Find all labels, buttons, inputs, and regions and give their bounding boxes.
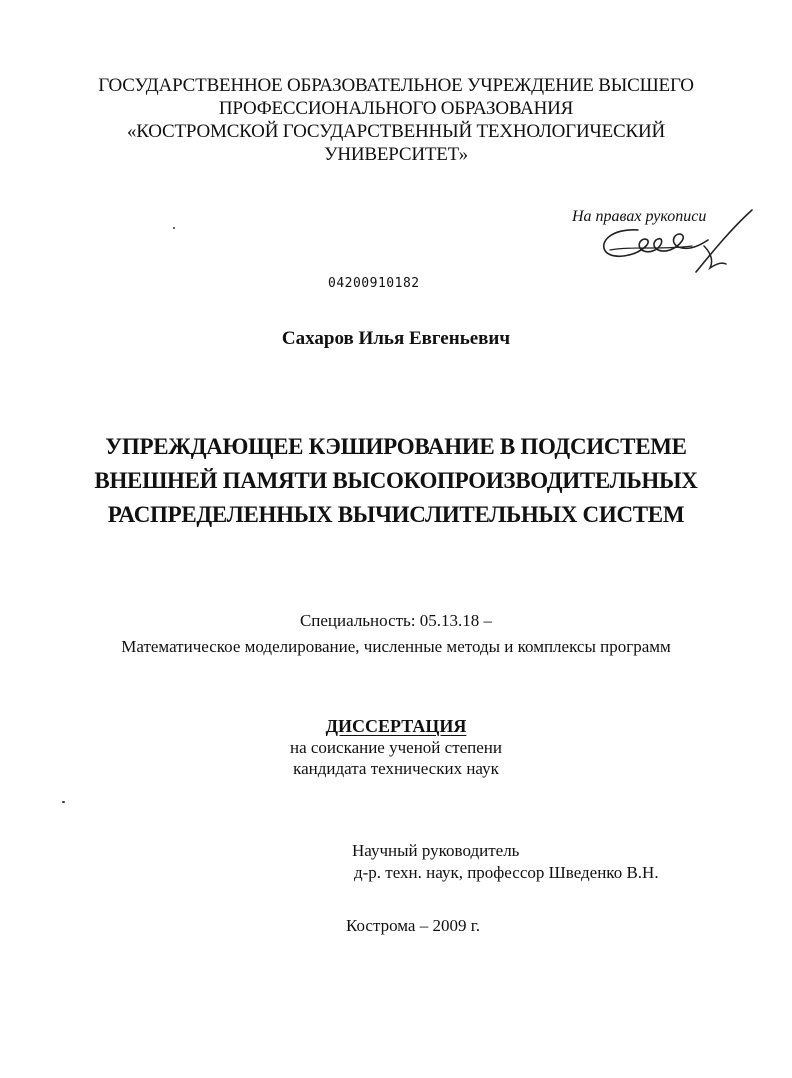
scan-speck — [173, 227, 175, 229]
author-name: Сахаров Илья Евгеньевич — [281, 328, 511, 349]
dissertation-heading: ДИССЕРТАЦИЯ — [325, 716, 467, 736]
institution-line: ПРОФЕССИОНАЛЬНОГО ОБРАЗОВАНИЯ — [218, 98, 574, 119]
specialty-code: Специальность: 05.13.18 – — [299, 611, 493, 630]
institution-line: ГОСУДАРСТВЕННОЕ ОБРАЗОВАТЕЛЬНОЕ УЧРЕЖДЕНИЕ ВЫСШЕГО — [98, 75, 694, 96]
title-line: УПРЕЖДАЮЩЕЕ КЭШИРОВАНИЕ В ПОДСИСТЕМЕ — [105, 434, 687, 459]
institution-line: УНИВЕРСИТЕТ» — [324, 144, 468, 165]
title-line: РАСПРЕДЕЛЕННЫХ ВЫЧИСЛИТЕЛЬНЫХ СИСТЕМ — [107, 502, 685, 527]
degree-line-2: кандидата технических наук — [293, 759, 499, 778]
advisor-details: д-р. техн. наук, профессор Шведенко В.Н. — [354, 863, 659, 882]
registration-number: 04200910182 — [328, 276, 420, 291]
specialty — [0, 608, 792, 660]
dissertation-type — [0, 716, 792, 779]
institution-line: «КОСТРОМСКОЙ ГОСУДАРСТВЕННЫЙ ТЕХНОЛОГИЧЕСКИЙ — [126, 121, 666, 142]
advisor-label: Научный руководитель — [352, 841, 520, 860]
manuscript-rights-note: На правах рукописи — [572, 208, 707, 225]
institution-header — [0, 74, 792, 166]
scan-speck — [62, 801, 65, 803]
city-year: Кострома – 2009 г. — [346, 916, 481, 935]
specialty-name: Математическое моделирование, численные методы и комплексы программ — [121, 637, 671, 656]
title-line: ВНЕШНЕЙ ПАМЯТИ ВЫСОКОПРОИЗВОДИТЕЛЬНЫХ — [94, 468, 698, 493]
degree-line-1: на соискание ученой степени — [289, 738, 503, 757]
signature — [592, 206, 762, 278]
dissertation-title — [0, 430, 792, 532]
scientific-advisor — [352, 840, 659, 884]
